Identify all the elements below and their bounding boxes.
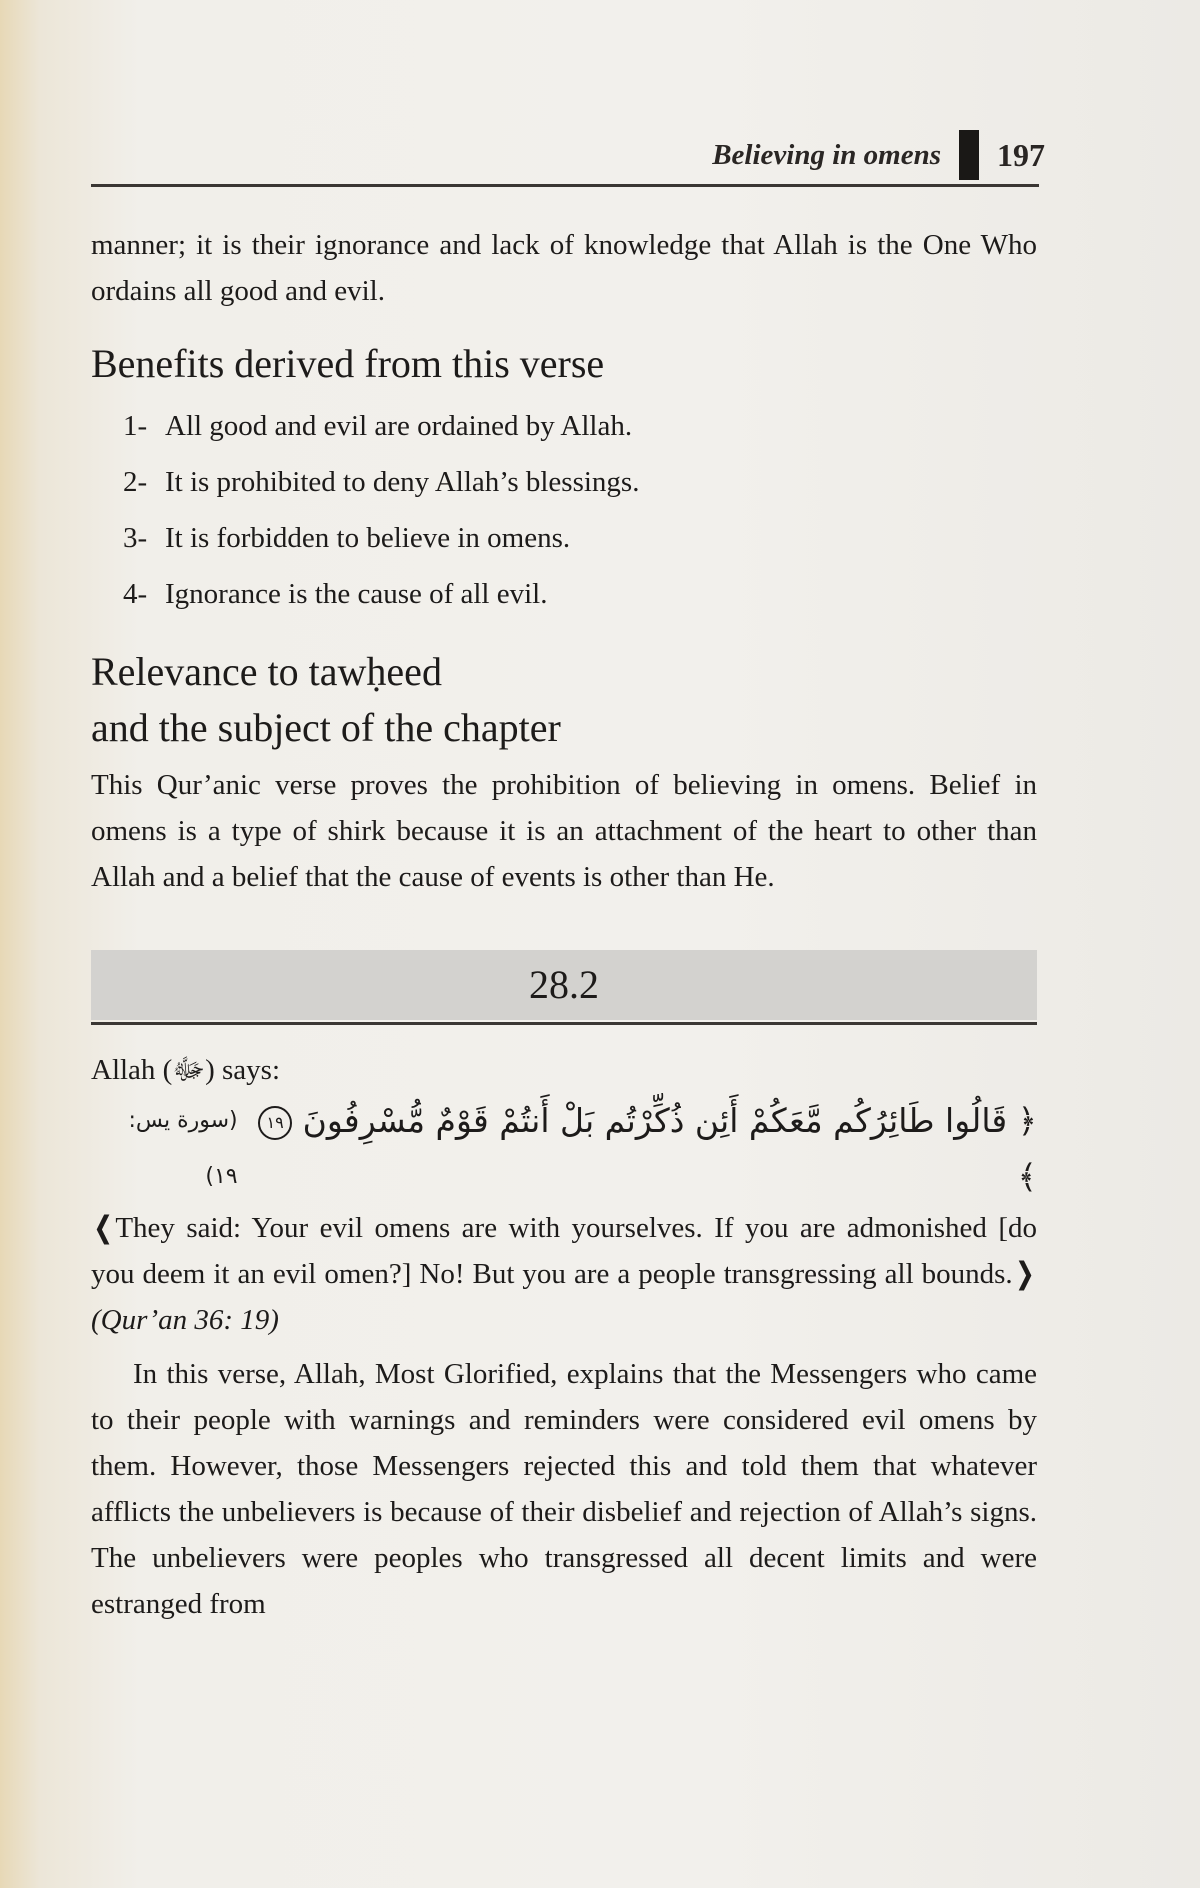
thumb-tab-marker [959, 130, 979, 180]
verse-number-icon: ١٩ [258, 1106, 292, 1140]
section-number-band: 28.2 [91, 950, 1037, 1020]
relevance-paragraph: This Qur’anic verse proves the prohibition of believing in omens. Belief in omens is a type of shirk because it is an attachment of the heart to other than Allah and a belief that the cause of events is other than He. [91, 769, 1037, 893]
intro-paragraph: manner; it is their ignorance and lack of knowledge that Allah is the One Who ordains all good and evil. [91, 229, 1037, 307]
benefit-number: 2- [123, 466, 148, 498]
benefit-number: 3- [123, 522, 148, 554]
arabic-verse [238, 1093, 1037, 1205]
explanation-paragraph: In this verse, Allah, Most Glorified, explains that the Messengers who came to their people with warnings and reminders were considered evil omens by them. However, those Messengers rejected this and told them that whatever afflicts the unbelievers is because of their disbelief and rejection of Allah’s signs. The unbelievers were peoples who transgressed all decent limits and were estranged from [91, 1358, 1037, 1620]
benefits-list [91, 398, 1037, 622]
benefit-item [123, 510, 1037, 566]
running-head [712, 130, 1045, 180]
benefits-heading: Benefits derived from this verse [91, 341, 605, 386]
arabic-surah-reference: (سورة يس: ١٩) [128, 1108, 238, 1189]
arabic-verse-text: قَالُوا طَائِرُكُم مَّعَكُمْ أَئِن ذُكِّرْتُم بَلْ أَنتُمْ قَوْمٌ مُّسْرِفُونَ [302, 1101, 1008, 1140]
benefit-text: It is prohibited to deny Allah’s blessings. [165, 466, 640, 498]
section-rule [91, 1022, 1037, 1025]
relevance-heading-line1: Relevance to tawḥeed [91, 649, 442, 694]
translation-open-bracket: ❬ [91, 1212, 116, 1244]
relevance-heading [91, 644, 1037, 756]
relevance-heading-line2: and the subject of the chapter [91, 705, 561, 750]
quran-reference: (Qur’an 36: 19) [91, 1304, 279, 1336]
running-title: Believing in omens [712, 138, 941, 171]
page-body [91, 222, 1037, 1627]
arabic-verse-line [91, 1093, 1037, 1205]
page-number: 197 [997, 136, 1045, 173]
header-rule [91, 184, 1039, 187]
benefit-number: 1- [123, 410, 148, 442]
arabic-close-bracket: ﴾ [1017, 1157, 1037, 1196]
verse-translation [91, 1205, 1037, 1343]
benefit-item [123, 454, 1037, 510]
arabic-open-bracket: ﴿ [1017, 1101, 1037, 1140]
benefit-text: It is forbidden to believe in omens. [165, 522, 571, 554]
benefit-text: All good and evil are ordained by Allah. [165, 410, 633, 442]
benefit-item [123, 566, 1037, 622]
benefit-number: 4- [123, 578, 148, 610]
translation-close-bracket: ❭ [1012, 1258, 1037, 1290]
verse-intro: Allah (ﷻ) says: [91, 1054, 281, 1086]
translation-text: They said: Your evil omens are with yourselves. If you are admonished [do you deem it an evil omen?] No! But you are a people transgressing all bounds. [91, 1212, 1037, 1290]
benefit-item [123, 398, 1037, 454]
benefit-text: Ignorance is the cause of all evil. [165, 578, 548, 610]
